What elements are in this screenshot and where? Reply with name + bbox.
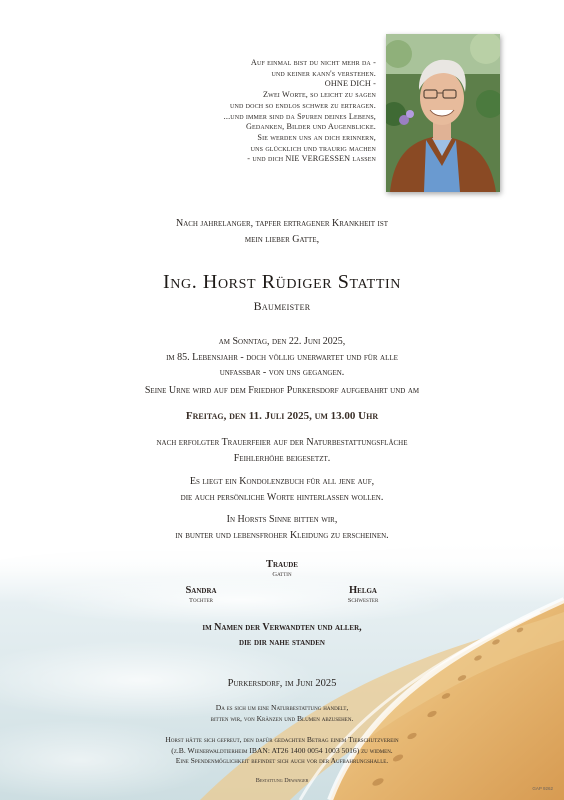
donation-note (0, 735, 564, 767)
deceased-name: Ing. Horst Rüdiger Stattin (163, 271, 401, 293)
deceased-title: Baumeister (253, 299, 311, 313)
condolence-line: die auch persönliche Worte hinterlassen wollen. (180, 491, 384, 503)
death-line: am Sonntag, den 22. Juni 2025, (218, 336, 346, 347)
poem-line: Auf einmal bist du nicht mehr da - (250, 58, 376, 67)
death-line: im 85. Lebensjahr - doch völlig unerwartet und für alle (166, 351, 398, 363)
death-line: unfassbar - von uns gegangen. (219, 367, 345, 378)
condolence-text (0, 474, 564, 505)
family-spouse (222, 559, 342, 578)
family-role: Gattin (272, 571, 292, 578)
relatives-line: die dir nahe standen (239, 636, 325, 648)
note-line: Da es sich um eine Naturbestattung handelt, (215, 703, 349, 712)
poem-line: und keiner kann's verstehen. (271, 68, 376, 78)
note-line: bitten wir, von Kränzen und Blumen abzusehen. (210, 713, 354, 723)
intro-line: Nach jahrelanger, tapfer ertragener Krankheit ist (175, 218, 389, 229)
family-sister (303, 585, 423, 604)
place-date: Purkersdorf, im Juni 2025 (227, 678, 337, 689)
undertaker-name: Bestattung Dewanger (255, 777, 309, 784)
intro-line: mein lieber Gatte, (244, 234, 320, 245)
family-name: Traude (266, 559, 298, 570)
request-line: In Horsts Sinne bitten wir, (226, 514, 338, 525)
relatives-line: im Namen der Verwandten und aller, (202, 622, 362, 633)
family-role: Tochter (189, 597, 213, 604)
poem-line: Zwei Worte, so leicht zu sagen (263, 90, 376, 100)
poem (150, 58, 376, 165)
request-line: in bunter und lebensfroher Kleidung zu erscheinen. (175, 529, 389, 541)
note-line: (z.B. Wienerwaldtierheim IBAN: AT26 1400 0054 1003 5016) zu widmen. (171, 745, 393, 755)
poem-line: uns glücklich und traurig machen (250, 143, 376, 153)
family-role: Schwester (347, 597, 379, 604)
print-code: GAP 9262 (532, 786, 553, 791)
portrait-photo (386, 34, 500, 192)
burial-line: Feihlerhöhe beigesetzt. (233, 452, 331, 464)
nature-burial-note (0, 703, 564, 724)
poem-line: Sie werden uns an dich erinnern, (257, 132, 376, 142)
family-name: Helga (348, 585, 377, 596)
family-daughter (141, 585, 261, 604)
death-announcement (0, 334, 564, 381)
intro-text (0, 216, 564, 248)
poem-line: ...und immer sind da Spuren deines Lebens, (223, 111, 376, 121)
relatives-text (0, 621, 564, 650)
burial-text (0, 435, 564, 466)
note-line: Eine Spendenmöglichkeit befindet sich auch vor der Aufbahrungshalle. (175, 756, 389, 766)
poem-line: OHNE DICH - (324, 79, 376, 89)
condolence-line: Es liegt ein Kondolenzbuch für all jene auf, (189, 476, 375, 487)
poem-line: Gedanken, Bilder und Augenblicke. (245, 122, 376, 132)
urn-text: Seine Urne wird auf dem Friedhof Purkersdorf aufgebahrt und am (144, 385, 420, 396)
poem-line: - und dich NIE VERGESSEN lassen (247, 154, 376, 164)
note-line: Horst hätte sich gefreut, den dafür gedachten Betrag einem Tierschutzverein (165, 735, 399, 744)
poem-line: und doch so endlos schwer zu ertragen. (229, 100, 376, 110)
family-name: Sandra (185, 585, 217, 596)
ceremony-date: Freitag, den 11. Juli 2025, um 13.00 Uhr (185, 410, 379, 422)
dress-request (0, 512, 564, 543)
burial-line: nach erfolgter Trauerfeier auf der Naturbestattungsfläche (156, 437, 408, 448)
